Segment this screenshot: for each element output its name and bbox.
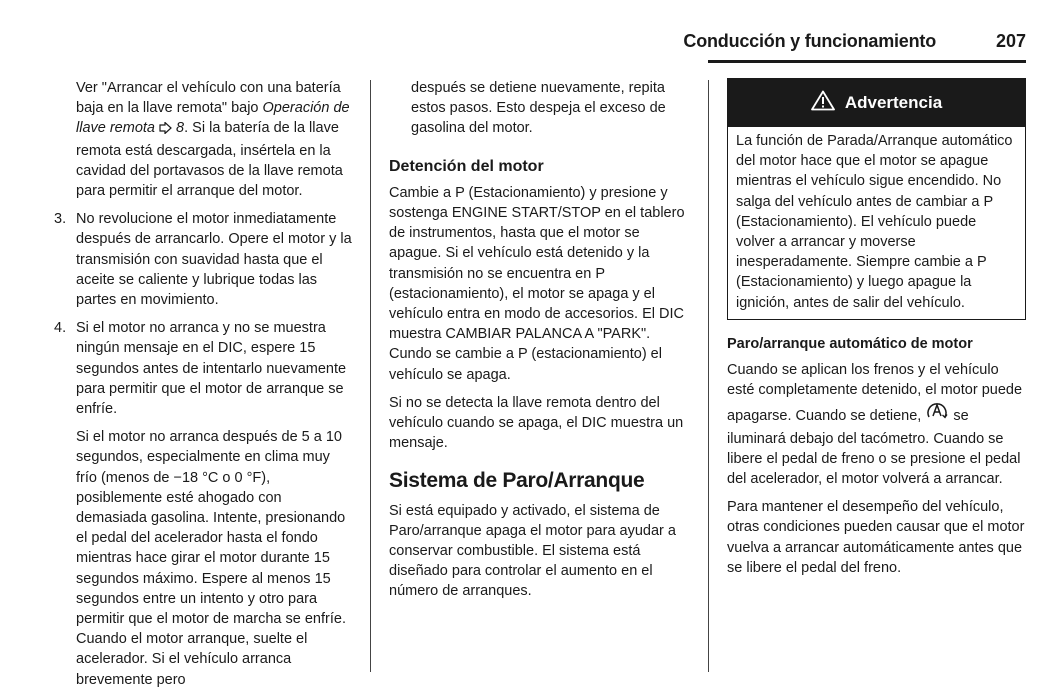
column-2 [389, 78, 689, 610]
page-section-title: Conducción y funcionamiento [683, 31, 936, 51]
remote-key-paragraph: Si no se detecta la llave remota dentro del vehículo cuando se apaga, el DIC muestra un mensaje. [389, 394, 684, 452]
performance-paragraph: Para mantener el desempeño del vehículo, otras condiciones pueden causar que el motor vuelva a arrancar automáticamente antes que se libere el pedal del freno. [727, 499, 1025, 576]
auto-stop-indicator-icon [925, 400, 949, 428]
page-number: 207 [995, 31, 1026, 51]
warning-triangle-icon [811, 90, 835, 116]
continued-paragraph: después se detiene nuevamente, repita estos pasos. Esto despeja el exceso de gasolina del motor. [411, 80, 666, 137]
header-divider [708, 60, 1026, 63]
engine-stop-heading: Detención del motor [389, 157, 544, 175]
stop-start-paragraph: Si está equipado y activado, el sistema de Paro/arranque apaga el motor para ayudar a conservar combustible. El sistema está diseñado para controlar el aumento en el número de arranques. [389, 502, 676, 600]
list-item: 3. No revolucione el motor inmediatamente después de arrancarlo. Opere el motor y la transmisión con suavidad hasta que el aceite se caliente y lubrique todas las partes en movimiento. [54, 211, 352, 309]
column-divider-right [708, 80, 709, 672]
auto-stop-paragraph: Cuando se aplican los frenos y el vehículo esté completamente detenido, el motor puede apagarse. Cuando se detiene, se iluminará debajo del tacómetro. Cuando se libere el pedal de freno o se presione el pedal del acelerador, el motor volverá a arrancar. [727, 362, 1023, 488]
stop-start-section-heading: Sistema de Paro/Arranque [389, 469, 645, 493]
intro-page-ref[interactable]: 8 [176, 120, 185, 137]
warning-text: La función de Parada/Arranque automático del motor hace que el motor se apague mientras el vehículo sigue encendido. No salga del vehículo antes de cambiar a P (Estacionamiento). El vehículo puede volver a arrancar y moverse inesperadamente. Siempre cambie a P (Estacionamiento) y luego apague la ignición, antes de salir del vehículo. [736, 133, 1013, 311]
auto-stop-subheading: Paro/arranque automático de motor [727, 335, 973, 352]
list-item: 4. Si el motor no arranca y no se muestra ningún mensaje en el DIC, espere 15 segundos antes de intentarlo nuevamente para permitir que el motor de arranque se enfríe. [54, 320, 347, 418]
intro-paragraph: Ver "Arrancar el vehículo con una batería baja en la llave remota" bajo Operación de llave remota 8. Si la batería de la llave remota está descargada, insértela en la cavidad del portavasos de la llave remota para permitir el arranque del motor. [76, 80, 350, 200]
warning-header [728, 79, 1025, 127]
warning-title: Advertencia [844, 92, 943, 112]
engine-stop-paragraph: Cambie a P (Estacionamiento) y presione y sostenga ENGINE START/STOP en el tablero de instrumentos, hasta que el motor se apague. Si el vehículo está detenido y la transmisión no se encuentra en P (estacionamiento), el motor se apaga y el vehículo entra en modo de accesorios. El DIC muestra CAMBIAR PALANCA A "PARK". Cundo se cambie a P (estacionamiento) el vehículo se apaga. [389, 184, 685, 383]
warning-box [727, 78, 1026, 320]
cold-start-paragraph: Si el motor no arranca después de 5 a 10 segundos, especialmente en clima muy frío (menos de −18 °C o 0 °F), posiblemente esté ahogado con demasiada gasolina. Intente, presionando el pedal del acelerador hasta el fondo mientras hace girar el motor durante 15 segundos máximo. Espere al menos 15 segundos entre un intento y otro para permitir que el motor de marcha se enfríe. Cuando el motor arranque, suelte el acelerador. Si el vehículo arranca brevemente pero [76, 429, 346, 688]
intro-link[interactable]: Operación de llave remota [76, 100, 350, 137]
page-reference-arrow-icon [159, 120, 172, 140]
column-1 [54, 78, 354, 698]
column-divider-left [370, 80, 371, 672]
column-3 [727, 78, 1026, 586]
